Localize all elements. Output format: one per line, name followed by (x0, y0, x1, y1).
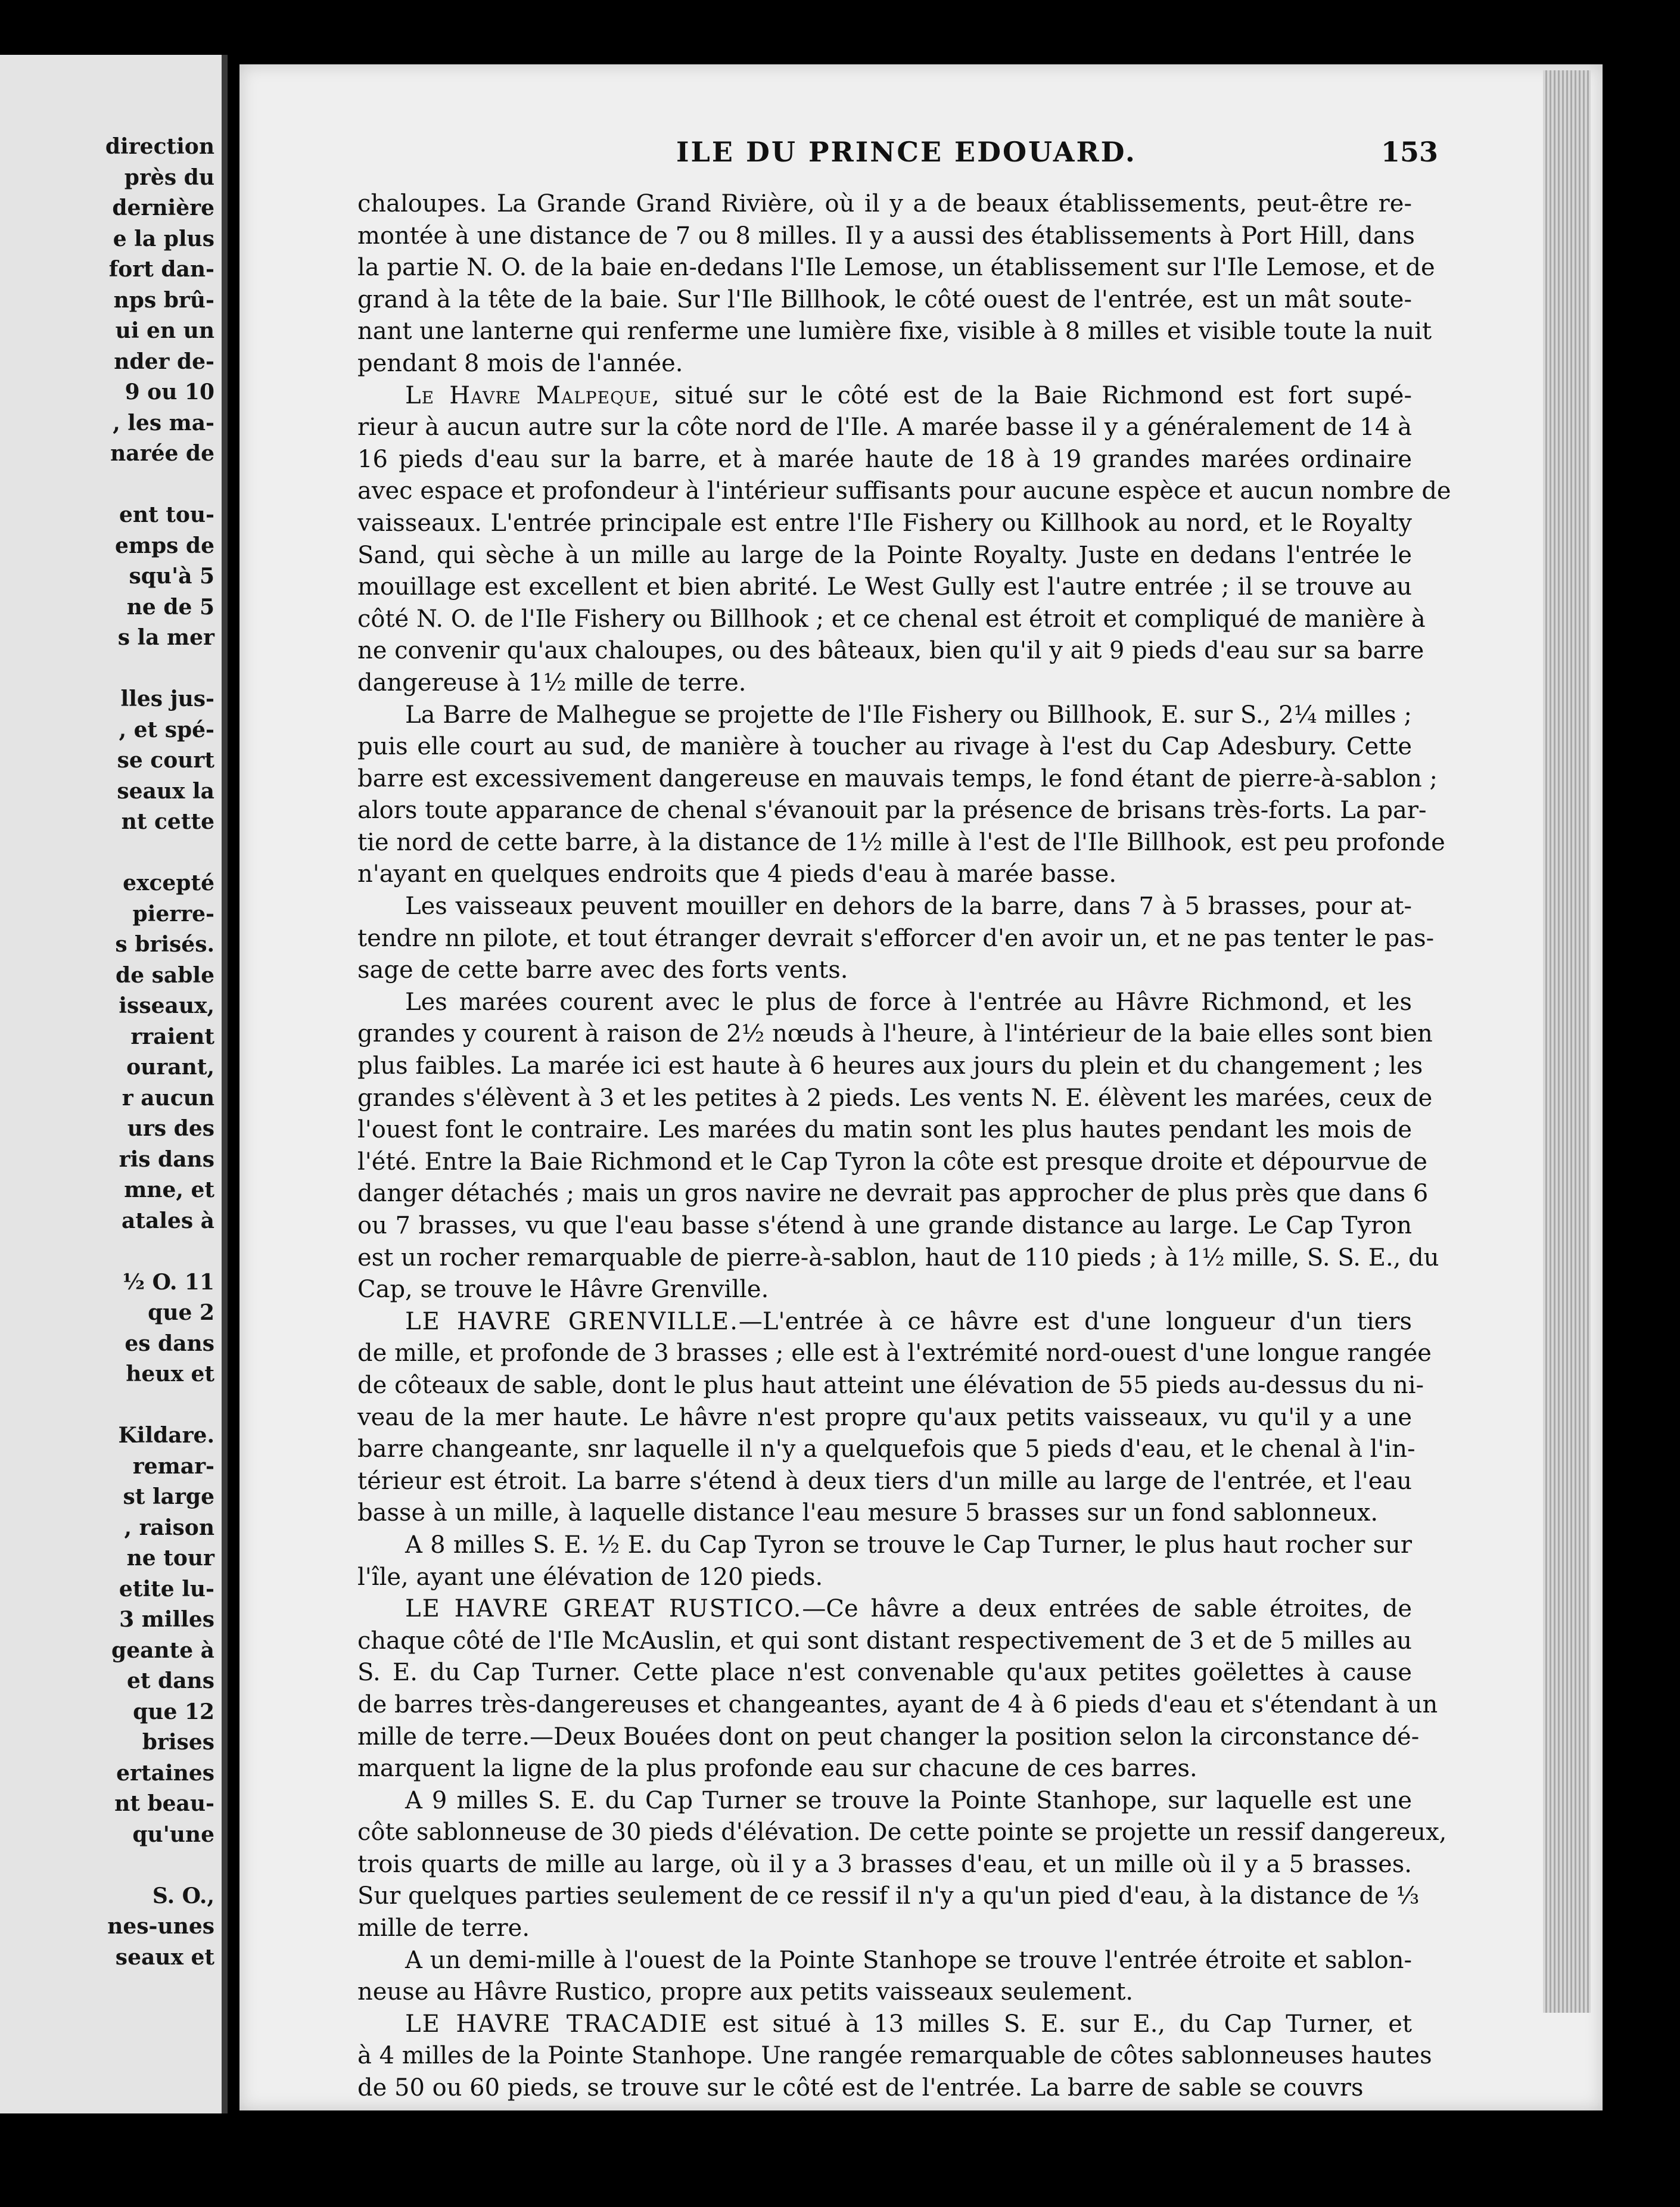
text-line: chaloupes. La Grande Grand Rivière, où il y a de beaux établissements, peut-être re- (357, 190, 1412, 217)
text-line: de côteaux de sable, dont le plus haut atteint une élévation de 55 pieds au-dessus du ni- (357, 1371, 1424, 1399)
text-line: Sand, qui sèche à un mille au large de la Pointe Royalty. Juste en dedans l'entrée le (357, 541, 1412, 569)
left-page-fragment: ourant, (126, 1055, 214, 1080)
text-line-body: —Ce hâvre a deux entrées de sable étroites, de (802, 1595, 1413, 1623)
paragraph (357, 1593, 1438, 1785)
text-line: de 50 ou 60 pieds, se trouve sur le côté est de l'entrée. La barre de sable se couvrs (357, 2074, 1364, 2102)
left-page-fragment: , les ma- (113, 410, 214, 436)
left-page-fragment: isseaux, (119, 993, 214, 1018)
paragraph (357, 188, 1435, 380)
left-page-fragment: près du (124, 164, 214, 190)
section-heading: Le Havre Malpeque, (405, 381, 660, 409)
left-page-fragment: ertaines (116, 1760, 214, 1786)
section-heading: LE HAVRE GREAT RUSTICO. (405, 1595, 802, 1623)
text-line: grandes s'élèvent à 3 et les petites à 2 pieds. Les vents N. E. élèvent les marées, ceux de (357, 1084, 1433, 1112)
text-line (357, 1306, 1412, 1338)
text-line: vaisseaux. L'entrée principale est entre l'Ile Fishery ou Killhook au nord, et le Royalty (357, 509, 1412, 537)
paragraph (357, 2009, 1432, 2105)
paragraph (357, 380, 1451, 700)
text-line: neuse au Hâvre Rustico, propre aux petits vaisseaux seulement. (357, 1978, 1134, 2006)
text-line: n'ayant en quelques endroits que 4 pieds d'eau à marée basse. (357, 860, 1117, 888)
left-page-fragment: qu'une (132, 1821, 214, 1847)
text-line: plus faibles. La marée ici est haute à 6 heures aux jours du plein et du changement ; les (357, 1052, 1423, 1080)
left-page-fragment: et dans (126, 1668, 214, 1693)
text-line: l'ouest font le contraire. Les marées du matin sont les plus hautes pendant les mois de (357, 1116, 1412, 1144)
text-line: veau de la mer haute. Le hâvre n'est propre qu'aux petits vaisseaux, vu qu'il y a une (357, 1403, 1412, 1431)
left-page-fragment: es dans (125, 1331, 214, 1356)
left-page-fragment: de sable (116, 962, 214, 988)
text-line: ou 7 brasses, vu que l'eau basse s'étend à une grande distance au large. Le Cap Tyron (357, 1212, 1412, 1239)
text-line: trois quarts de mille au large, où il y a 3 brasses d'eau, et un mille où il y a 5 brasses. (357, 1850, 1412, 1878)
text-line: térieur est étroit. La barre s'étend à deux tiers d'un mille au large de l'entrée, et l'eau (357, 1467, 1412, 1495)
text-line: 16 pieds d'eau sur la barre, et à marée haute de 18 à 19 grandes marées ordinaire (357, 445, 1412, 473)
text-line: grand à la tête de la baie. Sur l'Ile Billhook, le côté ouest de l'entrée, est un mât soute- (357, 285, 1412, 313)
text-line: alors toute apparance de chenal s'évanouit par la présence de brisans très-forts. La par- (357, 797, 1427, 825)
left-page-fragment: excepté (123, 871, 214, 896)
text-line: barre est excessivement dangereuse en mauvais temps, le fond étant de pierre-à-sablon ; (357, 764, 1438, 792)
text-line: chaque côté de l'Ile McAuslin, et qui sont distant respectivement de 3 et de 5 milles au (357, 1627, 1412, 1655)
running-title: ILE DU PRINCE EDOUARD. (676, 136, 1137, 168)
left-page-fragment: narée de (110, 441, 214, 466)
text-line: côté N. O. de l'Ile Fishery ou Billhook ; et ce chenal est étroit et compliqué de manière à (357, 605, 1426, 633)
text-line: mille de terre. (357, 1914, 530, 1942)
paragraph (357, 1306, 1432, 1530)
left-page-fragment: nt cette (121, 809, 214, 834)
left-page-fragment: nes-unes (107, 1914, 214, 1939)
text-line: barre changeante, snr laquelle il n'y a quelquefois que 5 pieds d'eau, et le chenal à l'in- (357, 1435, 1415, 1463)
text-line: l'été. Entre la Baie Richmond et le Cap Tyron la côte est presque droite et dépourvue de (357, 1148, 1427, 1176)
left-page-fragment: ent tou- (119, 502, 214, 527)
left-page-fragment: , raison (124, 1515, 214, 1540)
left-page-fragment: brises (142, 1730, 214, 1755)
text-line: mouillage est excellent et bien abrité. Le West Gully est l'autre entrée ; il se trouve au (357, 573, 1412, 601)
text-line: sage de cette barre avec des forts vents. (357, 956, 848, 984)
left-facing-page (0, 55, 228, 2113)
left-page-fragment: ris dans (119, 1146, 214, 1172)
left-page-fragment: squ'à 5 (129, 564, 214, 589)
left-page-fragment: e la plus (113, 226, 214, 251)
paragraph (357, 987, 1439, 1306)
left-page-fragment: seaux la (117, 778, 214, 804)
left-page-fragment: Kildare. (118, 1423, 214, 1448)
left-page-fragment: mne, et (124, 1177, 214, 1202)
left-page-fragment: que 2 (148, 1300, 214, 1325)
text-line: puis elle court au sud, de manière à toucher au rivage à l'est du Cap Adesbury. Cette (357, 733, 1412, 761)
page-text-body (357, 188, 1451, 2105)
left-page-fragment: remar- (132, 1453, 214, 1479)
text-line: tie nord de cette barre, à la distance de 1½ mille à l'est de l'Ile Billhook, est peu profonde (357, 828, 1445, 856)
left-page-fragment: atales à (122, 1208, 214, 1233)
text-line: Sur quelques parties seulement de ce ressif il n'y a qu'un pied d'eau, à la distance de ⅓ (357, 1882, 1420, 1910)
left-page-fragment: , et spé- (119, 717, 214, 742)
text-line: rieur à aucun autre sur la côte nord de l'Ile. A marée basse il y a généralement de 14 à (357, 414, 1412, 442)
text-line: S. E. du Cap Turner. Cette place n'est convenable qu'aux petites goëlettes à cause (357, 1659, 1412, 1687)
text-line: danger détachés ; mais un gros navire ne devrait pas approcher de plus près que dans 6 (357, 1180, 1429, 1208)
text-line (357, 380, 1412, 412)
page-edge-stack (1543, 70, 1591, 2013)
text-line: ne convenir qu'aux chaloupes, ou des bâteaux, bien qu'il y ait 9 pieds d'eau sur sa barre (357, 637, 1424, 665)
paragraph (357, 1530, 1412, 1593)
left-page-fragment: seaux et (115, 1944, 214, 1970)
paragraph (357, 1945, 1412, 2009)
left-page-fragment: ne de 5 (126, 594, 214, 620)
section-heading: LE HAVRE GRENVILLE. (405, 1307, 739, 1335)
text-line: marquent la ligne de la plus profonde eau sur chacune de ces barres. (357, 1755, 1197, 1783)
text-line: à 4 milles de la Pointe Stanhope. Une rangée remarquable de côtes sablonneuses hautes (357, 2042, 1432, 2070)
text-line: A un demi-mille à l'ouest de la Pointe Stanhope se trouve l'entrée étroite et sablon- (405, 1946, 1412, 1974)
left-page-fragment: s brisés. (115, 932, 214, 957)
left-page-fragment: nps brû- (113, 287, 214, 313)
text-line: grandes y courent à raison de 2½ nœuds à l'heure, à l'intérieur de la baie elles sont bien (357, 1020, 1433, 1048)
text-line: mille de terre.—Deux Bouées dont on peut changer la position selon la circonstance dé- (357, 1723, 1420, 1751)
left-page-fragment: pierre- (132, 901, 214, 927)
left-page-fragment: ui en un (115, 318, 214, 343)
section-heading: LE HAVRE TRACADIE (405, 2010, 709, 2038)
left-page-fragment: geante à (111, 1637, 214, 1663)
left-page-fragment: etite lu- (119, 1576, 214, 1602)
text-line: basse à un mille, à laquelle distance l'eau mesure 5 brasses sur un fond sablonneux. (357, 1499, 1379, 1527)
paragraph (357, 1785, 1447, 1945)
text-line: côte sablonneuse de 30 pieds d'élévation. De cette pointe se projette un ressif dangereux, (357, 1819, 1447, 1847)
paragraph (357, 700, 1445, 891)
text-line: La Barre de Malhegue se projette de l'Ile Fishery ou Billhook, E. sur S., 2¼ milles ; (405, 701, 1412, 729)
left-page-fragment: ne tour (126, 1546, 214, 1571)
text-line-body: situé sur le côté est de la Baie Richmond est fort supé- (659, 381, 1412, 409)
text-line-body: —L'entrée à ce hâvre est d'une longueur d'un tiers (738, 1307, 1412, 1335)
text-line-body: est situé à 13 milles S. E. sur E., du Cap Turner, et (708, 2010, 1412, 2038)
text-line: dangereuse à 1½ mille de terre. (357, 669, 746, 697)
left-page-fragment: que 12 (133, 1699, 214, 1724)
text-line: Les marées courent avec le plus de force à l'entrée au Hâvre Richmond, et les (405, 988, 1412, 1016)
text-line: avec espace et profondeur à l'intérieur suffisants pour aucune espèce et aucun nombre de (357, 477, 1451, 505)
left-page-fragment: lles jus- (120, 686, 214, 711)
left-page-fragment: r aucun (122, 1085, 214, 1111)
left-page-fragment: nt beau- (114, 1791, 214, 1816)
left-page-fragment: st large (123, 1484, 214, 1509)
text-line: de barres très-dangereuses et changeantes, ayant de 4 à 6 pieds d'eau et s'étendant à un (357, 1690, 1438, 1718)
left-page-fragment: 9 ou 10 (125, 380, 214, 405)
text-line (357, 2009, 1412, 2041)
left-page-fragment: direction (105, 134, 214, 159)
text-line: Cap, se trouve le Hâvre Grenville. (357, 1276, 769, 1304)
left-page-fragment: ½ O. 11 (122, 1269, 214, 1295)
text-line (357, 1593, 1412, 1625)
text-line: de mille, et profonde de 3 brasses ; elle est à l'extrémité nord-ouest d'une longue rangée (357, 1339, 1432, 1367)
text-line: la partie N. O. de la baie en-dedans l'Ile Lemose, un établissement sur l'Ile Lemose, et de (357, 254, 1435, 282)
text-line: est un rocher remarquable de pierre-à-sablon, haut de 110 pieds ; à 1½ mille, S. S. E., du (357, 1244, 1439, 1272)
page-number: 153 (1381, 136, 1439, 168)
text-line: A 9 milles S. E. du Cap Turner se trouve la Pointe Stanhope, sur laquelle est une (405, 1786, 1412, 1814)
left-page-fragment: s la mer (117, 625, 214, 650)
text-line: nant une lanterne qui renferme une lumière fixe, visible à 8 milles et visible toute la nuit (357, 318, 1432, 346)
left-page-fragment: 3 milles (119, 1607, 214, 1632)
text-line: Les vaisseaux peuvent mouiller en dehors de la barre, dans 7 à 5 brasses, pour at- (405, 893, 1412, 921)
left-page-fragment: nder de- (114, 349, 214, 374)
left-page-fragment: urs des (127, 1116, 214, 1141)
paragraph (357, 891, 1435, 987)
left-page-fragment: se court (117, 748, 214, 773)
left-page-fragment: fort dan- (108, 257, 214, 282)
text-line: tendre nn pilote, et tout étranger devrait s'efforcer d'en avoir un, et ne pas tenter le pas- (357, 924, 1435, 952)
left-page-fragment: emps de (114, 533, 214, 558)
text-line: A 8 milles S. E. ½ E. du Cap Tyron se trouve le Cap Turner, le plus haut rocher sur (405, 1531, 1412, 1559)
text-line: montée à une distance de 7 ou 8 milles. Il y a aussi des établissements à Port Hill, dans (357, 222, 1415, 250)
left-page-fragment: rraient (130, 1024, 214, 1049)
left-page-fragment: S. O., (152, 1883, 214, 1908)
text-line: pendant 8 mois de l'année. (357, 349, 683, 377)
text-line: l'île, ayant une élévation de 120 pieds. (357, 1563, 823, 1591)
left-page-fragment: dernière (112, 195, 214, 220)
left-page-fragment: heux et (126, 1361, 214, 1387)
